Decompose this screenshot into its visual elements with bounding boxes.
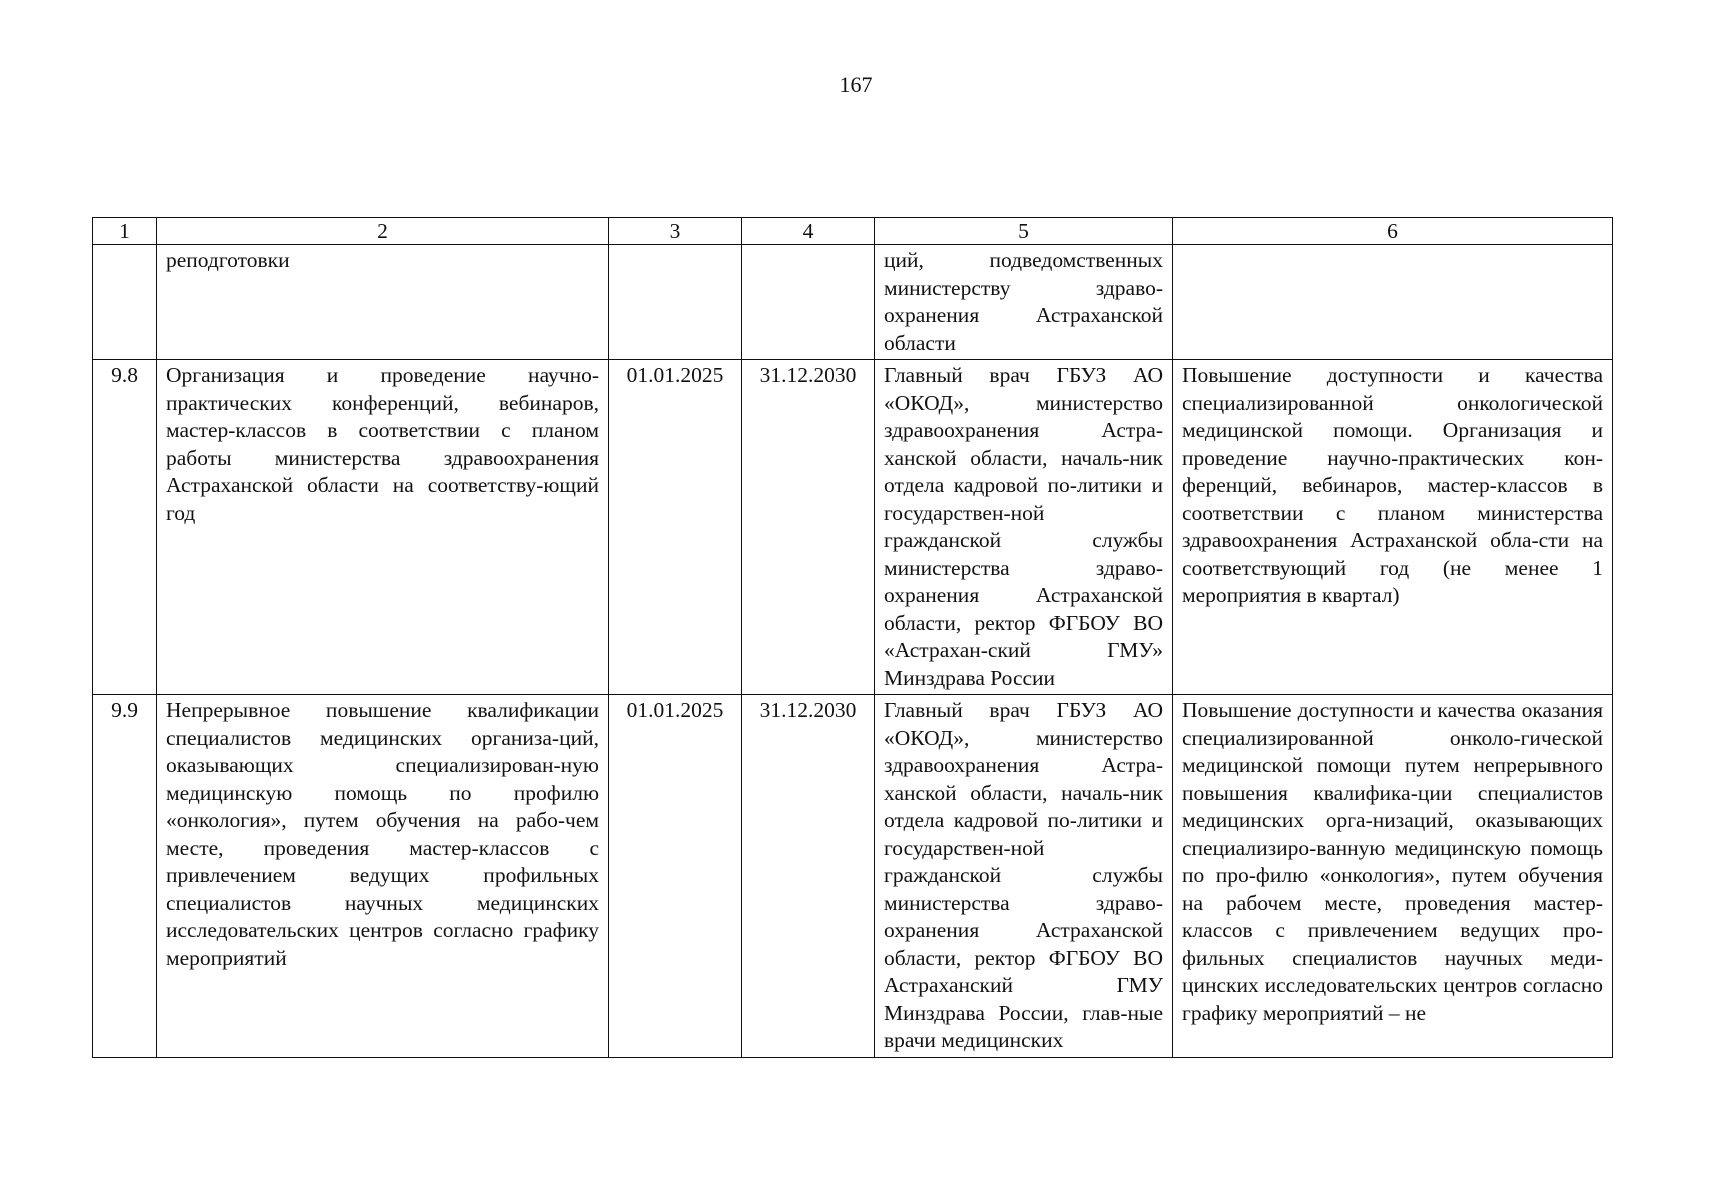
item-number (93, 245, 157, 360)
start-date: 01.01.2025 (609, 695, 742, 1058)
end-date: 31.12.2030 (742, 695, 875, 1058)
end-date (742, 245, 875, 360)
item-number: 9.8 (93, 360, 157, 695)
activity-name: Непрерывное повышение квалификации специалистов медицинских организа-ций, оказывающих специализирован-ную медицинскую помощь по профилю «онкология», путем обучения на рабо-чем месте, проведения мастер-классов с привлечением ведущих профильных специалистов научных медицинских исследовательских центров согласно графику мероприятий (157, 695, 609, 1058)
activity-name: Организация и проведение научно-практических конференций, вебинаров, мастер-классов в соответствии с планом работы министерства здравоохранения Астраханской области на соответству-ющий год (157, 360, 609, 695)
start-date: 01.01.2025 (609, 360, 742, 695)
column-header: 2 (157, 218, 609, 245)
column-header: 3 (609, 218, 742, 245)
table-row (93, 360, 1613, 695)
end-date: 31.12.2030 (742, 360, 875, 695)
table-row (93, 695, 1613, 1058)
item-number: 9.9 (93, 695, 157, 1058)
column-number-row (93, 218, 1613, 245)
column-header: 1 (93, 218, 157, 245)
activity-plan-table (92, 217, 1613, 1058)
responsible-parties: Главный врач ГБУЗ АО «ОКОД», министерство здравоохранения Астра-ханской области, началь-ник отдела кадровой по-литики и государствен-ной гражданской службы министерства здраво-охранения Астраханской области, ректор ФГБОУ ВО «Астрахан-ский ГМУ» Минздрава России (875, 360, 1173, 695)
column-header: 4 (742, 218, 875, 245)
expected-result (1173, 245, 1613, 360)
table-row (93, 245, 1613, 360)
column-header: 5 (875, 218, 1173, 245)
responsible-parties: Главный врач ГБУЗ АО «ОКОД», министерство здравоохранения Астра-ханской области, началь-ник отдела кадровой по-литики и государствен-ной гражданской службы министерства здраво-охранения Астраханской области, ректор ФГБОУ ВО Астраханский ГМУ Минздрава России, глав-ные врачи медицинских (875, 695, 1173, 1058)
start-date (609, 245, 742, 360)
page-number: 167 (839, 72, 873, 97)
responsible-parties: ций, подведомственных министерству здраво-охранения Астраханской области (875, 245, 1173, 360)
activity-name: реподготовки (157, 245, 609, 360)
column-header: 6 (1173, 218, 1613, 245)
expected-result: Повышение доступности и качества оказания специализированной онколо-гической медицинской помощи путем непрерывного повышения квалифика-ции специалистов медицинских орга-низаций, оказывающих специализиро-ванную медицинскую помощь по про-филю «онкология», путем обучения на рабочем месте, проведения мастер-классов с привлечением ведущих про-фильных специалистов научных меди-цинских исследовательских центров согласно графику мероприятий – не (1173, 695, 1613, 1058)
expected-result: Повышение доступности и качества специализированной онкологической медицинской помощи. Организация и проведение научно-практических кон-ференций, вебинаров, мастер-классов в соответствии с планом министерства здравоохранения Астраханской обла-сти на соответствующий год (не менее 1 мероприятия в квартал) (1173, 360, 1613, 695)
